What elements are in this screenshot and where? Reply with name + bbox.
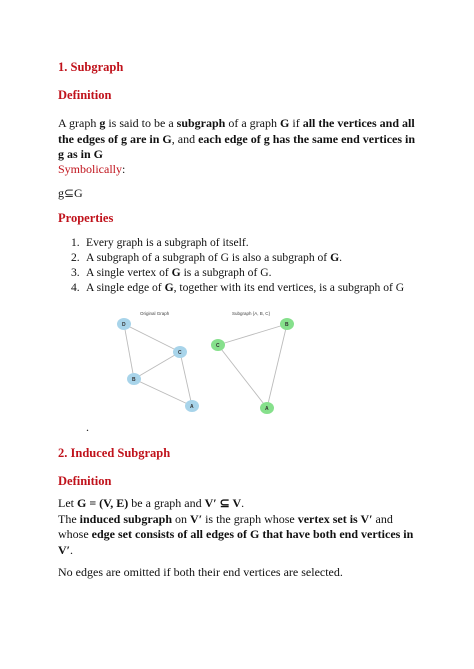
section-2-definition-heading: Definition (58, 474, 112, 488)
graph-edge (124, 324, 180, 352)
graph-edge (134, 379, 192, 406)
property-item: 3. A single vertex of G is a subgraph of G. (71, 266, 272, 279)
section-1-definition-heading: Definition (58, 88, 112, 102)
node-label: B (132, 377, 136, 383)
property-item: 2. A subgraph of a subgraph of G is also a subgraph of G. (71, 251, 343, 264)
graph-edge (267, 324, 287, 408)
property-item: 1. Every graph is a subgraph of itself. (71, 236, 249, 249)
node-label: C (216, 343, 220, 349)
node-label: C (178, 350, 182, 356)
section-2-note: No edges are omitted if both their end vertices are selected. (58, 565, 343, 579)
graph-edge (218, 345, 267, 408)
node-label: A (190, 404, 194, 410)
induced-line-2: The induced subgraph on V′ is the graph whose vertex set is V′ and whose edge set consists of all edges of G that have both end vertices in V′. (58, 511, 414, 557)
node-label: D (122, 322, 126, 328)
section-1-definition-text: A graph g is said to be a subgraph of a graph G if all the vertices and all the edges of g are in G, and each edge of g has the same end vertices in g as in G (58, 116, 416, 161)
symbolically-label: Symbolically: (58, 162, 126, 176)
figure-trailing-dot: . (86, 420, 89, 434)
properties-list (58, 235, 404, 295)
section-1-title: 1. Subgraph (58, 60, 124, 74)
subgraph-graph (211, 318, 294, 414)
graph-edge (218, 324, 287, 345)
subgraph-figure (100, 304, 320, 424)
node-label: B (285, 322, 289, 328)
subgraph-title: Subgraph {A, B, C} (232, 311, 271, 316)
node-label: A (265, 406, 269, 412)
section-2-title: 2. Induced Subgraph (58, 446, 171, 460)
graph-edge (124, 324, 134, 379)
properties-heading: Properties (58, 211, 114, 225)
property-item: 4. A single edge of G, together with its end vertices, is a subgraph of G (71, 281, 405, 294)
graph-edge (180, 352, 192, 406)
original-graph (117, 318, 199, 412)
section-2-definition-text (58, 496, 420, 558)
induced-line-1: Let G = (V, E) be a graph and V′ ⊆ V. (58, 496, 245, 510)
graph-edge (134, 352, 180, 379)
original-graph-title: Original Graph (140, 311, 170, 316)
subgraph-symbol: g⊆G (58, 186, 83, 200)
